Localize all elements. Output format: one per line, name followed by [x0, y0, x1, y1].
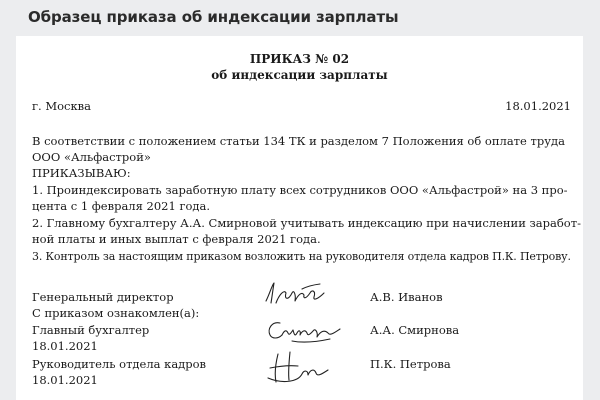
- director-name: А.В. Иванов: [370, 290, 443, 304]
- page-header: [0, 0, 600, 36]
- order-document: [16, 36, 583, 400]
- accountant-signature: [262, 315, 352, 349]
- hr-title: Руководитель отдела кадров: [32, 357, 207, 371]
- hr-name: П.К. Петрова: [370, 357, 451, 371]
- accountant-name: А.А. Смирнова: [370, 323, 460, 337]
- order-city: г. Москва: [32, 99, 91, 113]
- page-title: Образец приказа об индексации зарплаты: [28, 8, 399, 26]
- order-date: 18.01.2021: [505, 99, 571, 113]
- accountant-date: 18.01.2021: [32, 339, 98, 353]
- order-number: ПРИКАЗ № 02: [249, 52, 350, 66]
- body-line: 2. Главному бухгалтеру А.А. Смирновой учитывать индексацию при начислении заработ-: [32, 216, 581, 230]
- hr-signature: [262, 348, 352, 390]
- body-line: ПРИКАЗЫВАЮ:: [32, 166, 131, 180]
- body-line: ной платы и иных выплат с февраля 2021 года.: [32, 232, 321, 246]
- acquainted-label: С приказом ознакомлен(а):: [32, 306, 200, 320]
- body-line: ООО «Альфастрой»: [32, 150, 151, 164]
- body-line: цента с 1 февраля 2021 года.: [32, 199, 210, 213]
- order-subject: об индексации зарплаты: [211, 68, 388, 82]
- accountant-title: Главный бухгалтер: [32, 323, 150, 337]
- body-line: 1. Проиндексировать заработную плату всех сотрудников ООО «Альфастрой» на 3 про-: [32, 183, 568, 197]
- director-title: Генеральный директор: [32, 290, 174, 304]
- body-line: В соответствии с положением статьи 134 ТК и разделом 7 Положения об оплате труда: [32, 134, 565, 148]
- director-signature: [262, 279, 342, 311]
- body-line: 3. Контроль за настоящим приказом возложить на руководителя отдела кадров П.К. Петрову.: [32, 250, 571, 263]
- hr-date: 18.01.2021: [32, 373, 98, 387]
